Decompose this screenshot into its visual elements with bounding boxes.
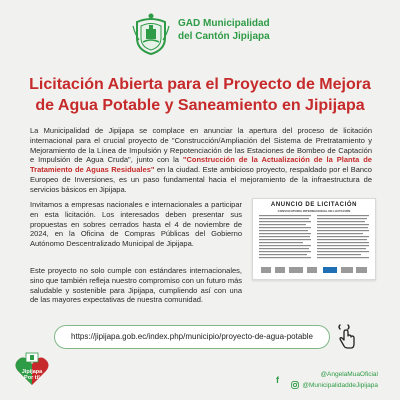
intro-text-start: La Municipalidad de Jipijapa se complace en anunciar la apertura del proceso de licitación internacional para el crucial proyecto de "Construcción/Ampliación del Sistema de Pretratamiento y Mejoramiento de la Línea de Impulsión y Repotenciación de las Estaciones de Bombeo de Captación e Impulsión de Agua Cruda", junto con la: [30, 126, 372, 165]
social-handle-secondary[interactable]: @MunicipalidaddeJipijapa: [302, 381, 378, 389]
post-title: [14, 74, 386, 116]
organization-name-line1: GAD Municipalidad: [178, 18, 270, 29]
notice-title: ANUNCIO DE LICITACIÓN: [270, 202, 358, 208]
municipal-crest-icon: [131, 12, 171, 56]
organization-name-line2: del Cantón Jipijapa: [178, 31, 270, 42]
tender-notice-image: [252, 198, 376, 280]
notice-body-text-lines: [259, 215, 369, 261]
facebook-icon[interactable]: f: [276, 375, 279, 385]
notice-sponsor-logos: [259, 265, 369, 275]
social-handle-row: [291, 380, 378, 390]
intro-text-end: en la ciudad. Este ambicioso proyecto, respaldado por el Banco Europeo de Inversiones, es un paso fundamental hacia el mejoramiento de la infraestructura de servicios básicos en Jipijapa.: [30, 165, 372, 194]
badge-line2: Por ti!: [24, 375, 40, 381]
social-handle-row: [309, 369, 378, 379]
commitment-paragraph: Este proyecto no solo cumple con estándares internacionales, sino que también refleja nuestro compromiso con un futuro más saludable y sostenible para Jipijapa, cumpliendo así con una de las mayores expectativas de nuestra comunidad.: [30, 266, 242, 305]
intro-paragraph: [30, 126, 372, 195]
header: [0, 0, 400, 64]
badge-line1: Jipijapa: [21, 369, 43, 375]
organization-name: [178, 17, 328, 43]
post-title-line1: Licitación Abierta para el Proyecto de Mejora: [29, 76, 371, 93]
project-url-link[interactable]: https://jipijapa.gob.ec/index.php/municipio/proyecto-de-agua-potable: [54, 325, 330, 349]
instagram-icon[interactable]: [291, 381, 299, 389]
social-handle-primary[interactable]: @AngelaMuaOficial: [320, 370, 378, 378]
invitation-paragraph: Invitamos a empresas nacionales e internacionales a participar en esta licitación. Los interesados deben presentar sus propuestas en sobres cerrados hasta el 4 de noviembre de 2024, en la Oficina de Compras Públicas del Gobierno Autónomo Descentralizado Municipal de Jipijapa.: [30, 200, 242, 249]
notice-subtitle: CONVOCATORIA INTERNACIONAL DE LICITACIÓN: [277, 209, 351, 213]
intro-text-highlight: "Construcción de la Actualización de la Planta de Tratamiento de Aguas Residuales": [30, 155, 372, 175]
badge-text: [14, 369, 50, 381]
tap-hand-icon: [335, 324, 357, 350]
post-title-line2: de Agua Potable y Saneamiento en Jipijapa: [35, 97, 365, 114]
